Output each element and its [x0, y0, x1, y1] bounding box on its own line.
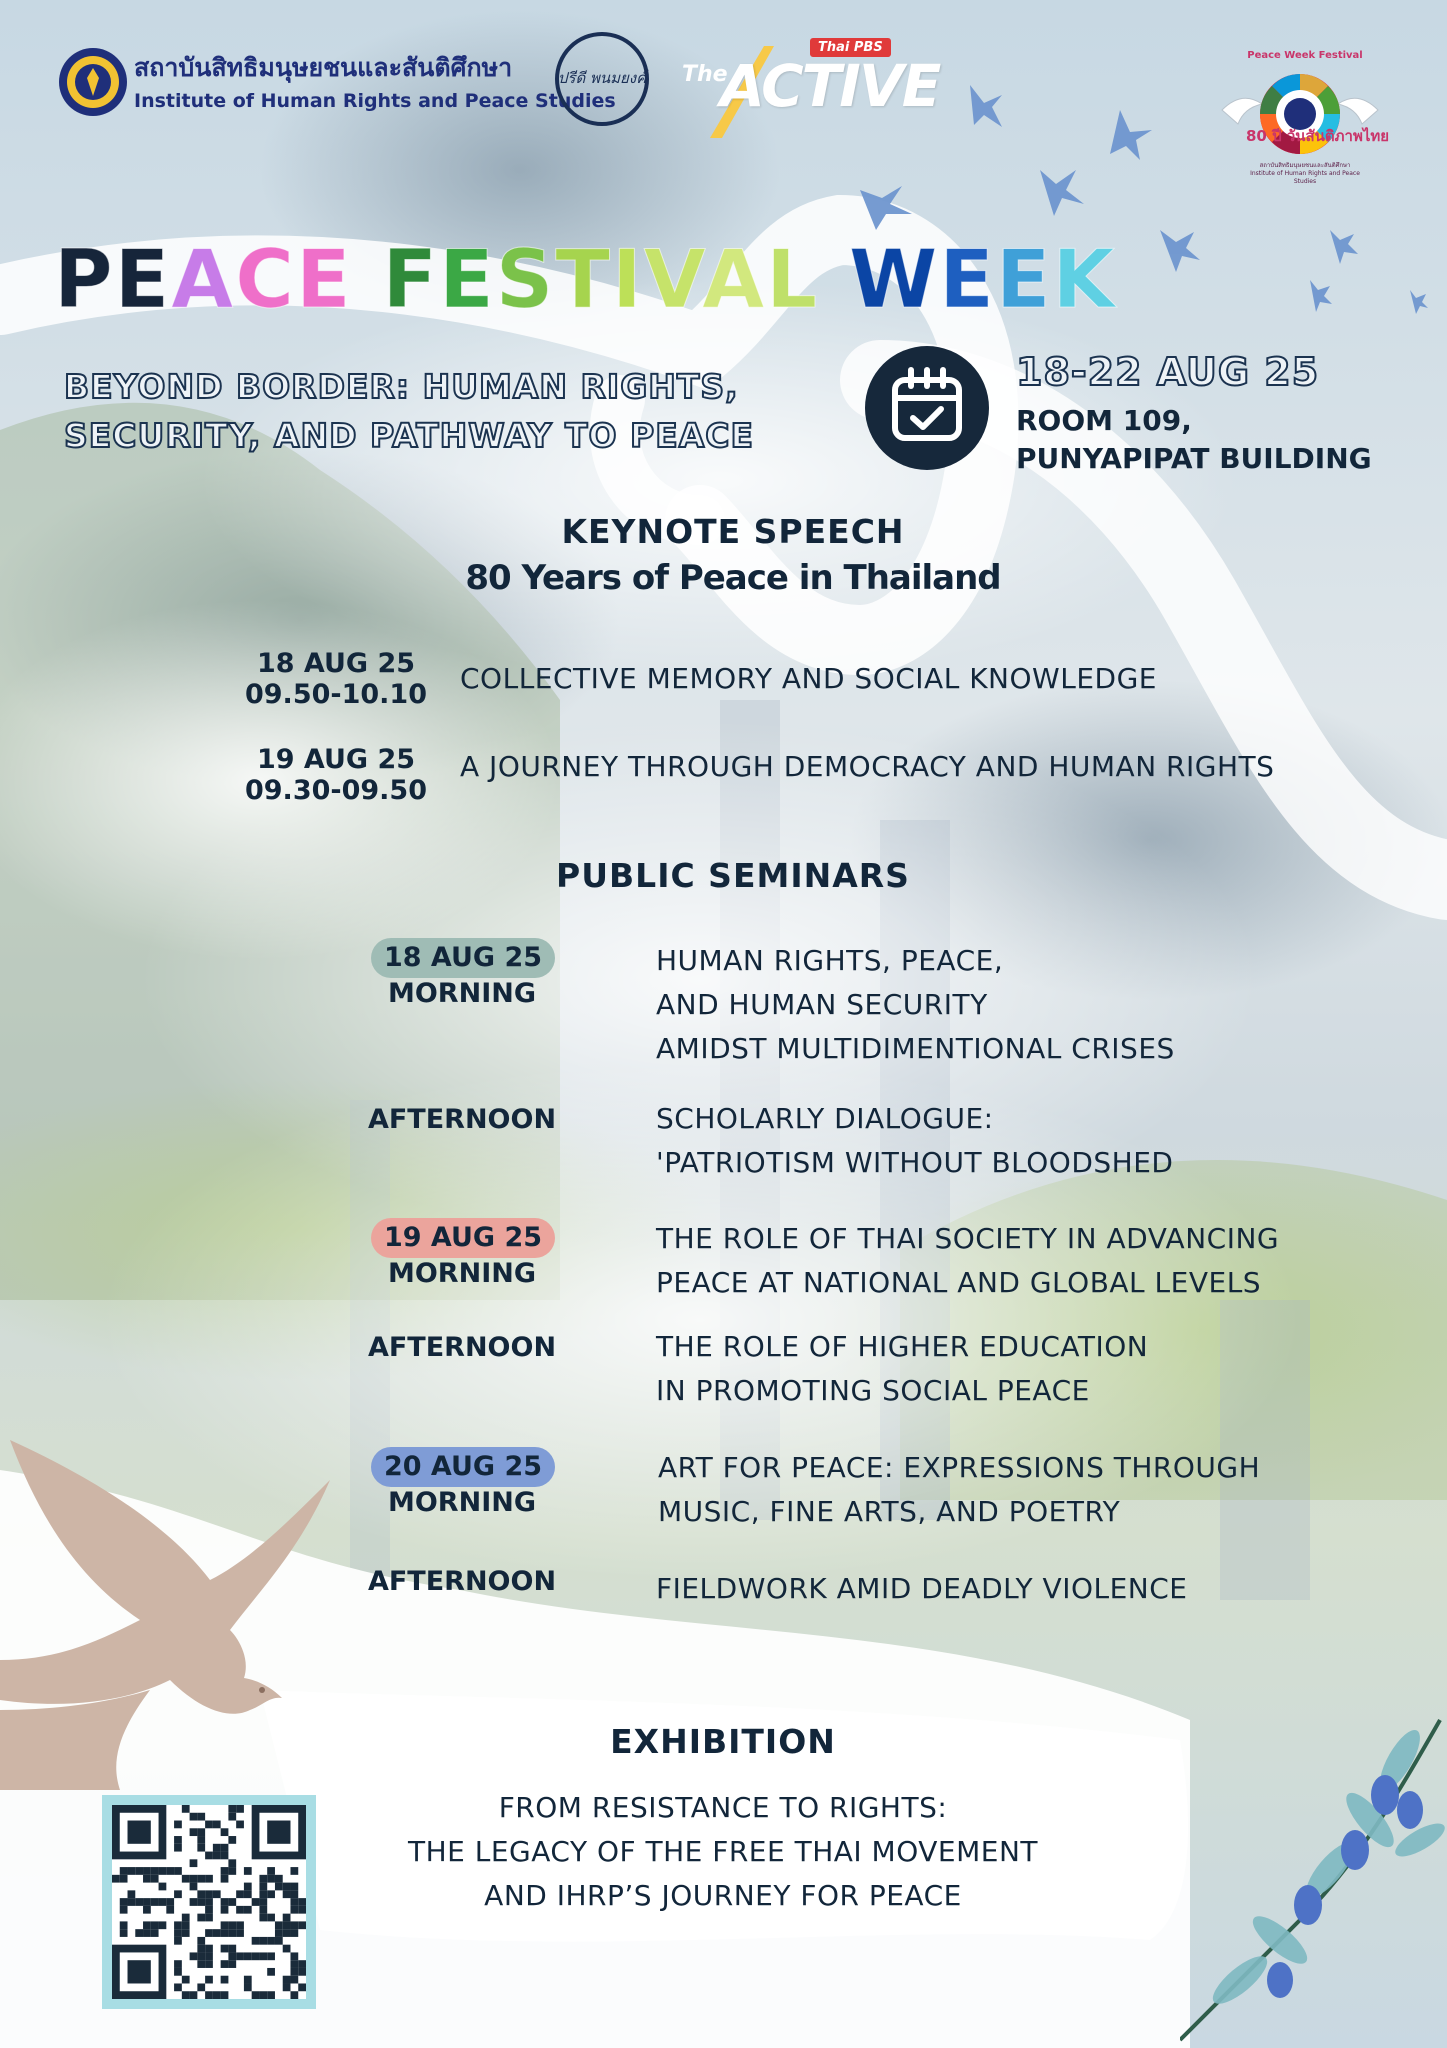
dove-icon — [0, 1410, 340, 1790]
olive-branch-icon — [1180, 1700, 1447, 2048]
seminar-day-3-morning-topic — [658, 1446, 1260, 1534]
keynote-1-datetime — [226, 648, 446, 710]
title-letter: L — [766, 233, 820, 326]
thai-pbs-badge: Thai PBS — [810, 38, 891, 57]
seminar-day-2-morning-line-1: THE ROLE OF THAI SOCIETY IN ADVANCING — [656, 1222, 1280, 1255]
keynote-2-time: 09.30-09.50 — [244, 775, 427, 806]
seminar-day-1-date: 18 AUG 25 — [371, 938, 555, 978]
seminar-day-2-afternoon-label: AFTERNOON — [367, 1332, 557, 1363]
title-letter: S — [495, 233, 556, 326]
peace-week-logo-date: 80 ปี วันสันติภาพไทย — [1246, 127, 1390, 145]
festival-title — [54, 233, 1117, 326]
seminar-day-3-afternoon-line-1: FIELDWORK AMID DEADLY VIOLENCE — [656, 1572, 1188, 1605]
seminars-heading: PUBLIC SEMINARS — [556, 856, 910, 895]
keynote-heading: KEYNOTE SPEECH — [561, 512, 905, 551]
seminar-day-2-date: 19 AUG 25 — [371, 1218, 555, 1258]
qr-code-icon[interactable] — [102, 1795, 316, 2009]
seminar-day-1-morning-label: MORNING — [387, 978, 536, 1009]
festival-subtitle — [64, 362, 844, 460]
event-room-line-2: PUNYAPIPAT BUILDING — [1016, 442, 1372, 475]
title-letter — [353, 233, 383, 326]
keynote-2-datetime — [226, 744, 446, 806]
title-letter: E — [995, 233, 1053, 326]
exhibition-line-1: FROM RESISTANCE TO RIGHTS: — [498, 1791, 948, 1824]
calendar-check-icon — [865, 346, 989, 470]
exhibition-line-3: AND IHRP’S JOURNEY FOR PEACE — [484, 1879, 962, 1912]
peace-week-logo-institute: สถาบันสิทธิมนุษยชนและสันติศึกษา Institute of Human Rights and Peace Studies — [1250, 162, 1360, 185]
title-letter: E — [939, 233, 996, 326]
title-letter: E — [439, 233, 496, 326]
title-letter: W — [848, 233, 940, 326]
title-letter: E — [295, 233, 353, 326]
title-letter: P — [54, 233, 115, 326]
keynote-subheading: 80 Years of Peace in Thailand — [465, 558, 1001, 598]
seminar-day-3-morning-line-1: ART FOR PEACE: EXPRESSIONS THROUGH — [658, 1451, 1261, 1484]
seminar-day-3-date: 20 AUG 25 — [371, 1447, 555, 1487]
seminar-day-3-morning-label: MORNING — [387, 1487, 536, 1518]
title-letter: V — [643, 233, 703, 326]
active-word: ACTIVE — [720, 52, 940, 120]
keynote-2-date: 19 AUG 25 — [256, 744, 416, 775]
institute-seal-icon — [57, 46, 129, 118]
exhibition-description — [373, 1786, 1073, 1918]
seminar-day-1-afternoon-label: AFTERNOON — [367, 1104, 557, 1135]
title-letter: F — [382, 233, 440, 326]
seminar-day-1-morning-line-2: AND HUMAN SECURITY — [656, 988, 988, 1021]
institute-name-en: Institute of Human Rights and Peace Studies — [134, 90, 616, 112]
seminar-day-2-afternoon-line-2: IN PROMOTING SOCIAL PEACE — [656, 1374, 1090, 1407]
seminar-day-1-morning-line-3: AMIDST MULTIDIMENTIONAL CRISES — [656, 1032, 1175, 1065]
seminar-day-2-afternoon-line-1: THE ROLE OF HIGHER EDUCATION — [656, 1330, 1149, 1363]
exhibition-line-2: THE LEGACY OF THE FREE THAI MOVEMENT — [407, 1835, 1039, 1868]
title-letter: I — [611, 233, 644, 326]
keynote-1-time: 09.50-10.10 — [244, 679, 427, 710]
seminar-day-2-morning-line-2: PEACE AT NATIONAL AND GLOBAL LEVELS — [656, 1266, 1262, 1299]
title-letter: A — [171, 233, 236, 326]
seminar-day-1-afternoon-line-1: SCHOLARLY DIALOGUE: — [656, 1102, 994, 1135]
title-letter: C — [235, 233, 296, 326]
seminar-day-3-morning-line-2: MUSIC, FINE ARTS, AND POETRY — [658, 1495, 1121, 1528]
event-room-line-1: ROOM 109, — [1016, 404, 1192, 437]
seminar-day-1-morning-line-1: HUMAN RIGHTS, PEACE, — [656, 944, 1004, 977]
event-date: 18-22 AUG 25 — [1016, 350, 1320, 394]
the-active-logo — [682, 36, 940, 136]
seminar-day-1-afternoon-topic — [656, 1097, 1174, 1185]
subtitle-line-1: BEYOND BORDER: HUMAN RIGHTS, — [64, 367, 739, 406]
seminar-day-1-morning-topic — [656, 939, 1175, 1071]
title-letter: K — [1052, 233, 1117, 326]
title-letter — [819, 233, 849, 326]
title-letter: A — [702, 233, 767, 326]
exhibition-heading: EXHIBITION — [610, 1722, 836, 1761]
seminar-day-3-afternoon-topic — [656, 1567, 1187, 1611]
institute-name-th: สถาบันสิทธิมนุษยชนและสันติศึกษา — [134, 53, 513, 82]
seminar-day-2-morning-topic — [656, 1217, 1279, 1305]
event-room — [1016, 402, 1372, 478]
peace-week-logo-title: Peace Week Festival — [1247, 50, 1363, 61]
seminar-day-2-morning-label: MORNING — [387, 1258, 536, 1289]
partner-logo-script: ปรีดี พนมยงค์ — [557, 69, 647, 87]
keynote-2-topic: A JOURNEY THROUGH DEMOCRACY AND HUMAN RIGHTS — [460, 750, 1275, 783]
seminar-day-2-afternoon-topic — [656, 1325, 1148, 1413]
seminar-day-1-afternoon-line-2: 'PATRIOTISM WITHOUT BLOODSHED — [656, 1146, 1174, 1179]
title-letter: T — [555, 233, 612, 326]
seminar-day-3-afternoon-label: AFTERNOON — [367, 1566, 557, 1597]
active-the-label: The — [682, 62, 728, 87]
subtitle-line-2: SECURITY, AND PATHWAY TO PEACE — [64, 416, 755, 455]
keynote-1-topic: COLLECTIVE MEMORY AND SOCIAL KNOWLEDGE — [460, 662, 1157, 695]
keynote-1-date: 18 AUG 25 — [256, 648, 416, 679]
title-letter: E — [114, 233, 172, 326]
